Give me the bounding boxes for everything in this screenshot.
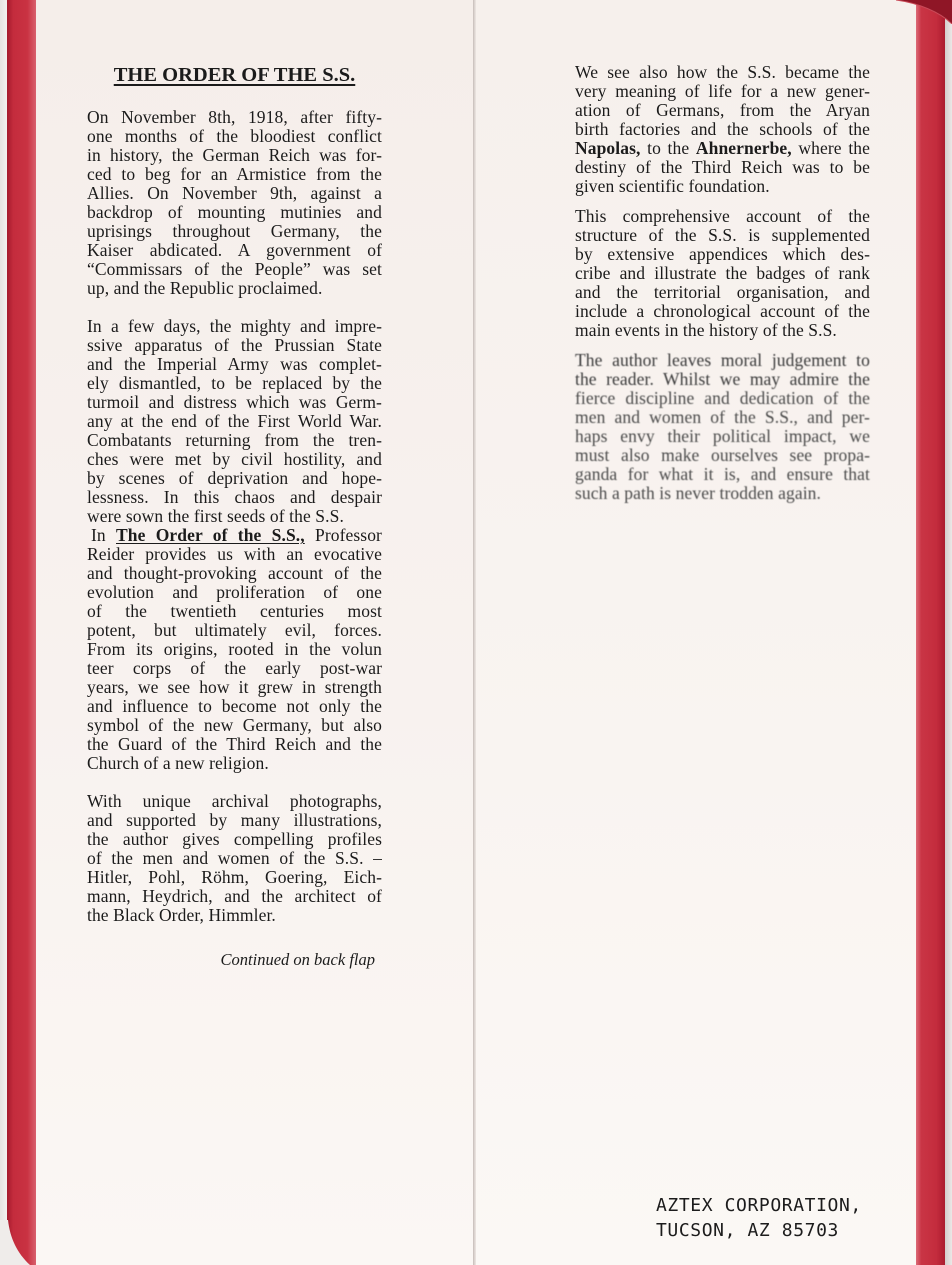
text-section <box>575 351 870 503</box>
text-line: teer corps of the early post-war <box>87 658 382 678</box>
left-red-border <box>7 0 36 1265</box>
paragraph <box>87 526 382 773</box>
text-line: the author gives compelling profiles <box>87 829 382 849</box>
text-line: mann, Heydrich, and the architect of <box>87 886 382 906</box>
text-line: must also make ourselves see propa- <box>575 445 870 465</box>
text-line: years, we see how it grew in strength <box>87 677 382 697</box>
text-line <box>87 526 382 545</box>
paragraph <box>87 317 382 526</box>
right-page-edge <box>945 0 952 1265</box>
back-flap-text <box>575 63 870 503</box>
text-line: men and women of the S.S., and per- <box>575 407 870 427</box>
text-line <box>575 139 870 158</box>
text-line: uprisings throughout Germany, the <box>87 221 382 241</box>
text-line: in history, the German Reich was for- <box>87 145 382 165</box>
text-section <box>87 317 382 773</box>
text-line: ssive apparatus of the Prussian State <box>87 335 382 355</box>
text-line: structure of the S.S. is supplemented <box>575 225 870 245</box>
emphasized-text: The Order of the S.S., <box>116 525 305 545</box>
front-flap-text <box>87 108 382 925</box>
text-line: up, and the Republic proclaimed. <box>87 278 323 298</box>
text-line: In a few days, the mighty and impre- <box>87 316 382 336</box>
text-line: Combatants returning from the tren- <box>87 430 382 450</box>
text-line: ches were met by civil hostility, and <box>87 449 382 469</box>
emphasized-text: Ahnernerbe, <box>695 138 792 158</box>
right-red-border <box>916 0 945 1265</box>
text-line: destiny of the Third Reich was to be <box>575 157 870 177</box>
text-line: backdrop of mounting mutinies and <box>87 202 382 222</box>
text-line: cribe and illustrate the badges of rank <box>575 263 870 283</box>
text-line: and thought-provoking account of the <box>87 563 382 583</box>
paragraph <box>87 108 382 298</box>
text-section <box>87 108 382 298</box>
text-line: and influence to become not only the <box>87 696 382 716</box>
text-line: and supported by many illustrations, <box>87 810 382 830</box>
text-line: include a chronological account of the <box>575 301 870 321</box>
text-line: The author leaves moral judgement to <box>575 350 870 370</box>
text-section <box>575 207 870 340</box>
flap-title: THE ORDER OF THE S.S. <box>113 64 356 86</box>
text-line: evolution and proliferation of one <box>87 582 382 602</box>
text-line: birth factories and the schools of the <box>575 119 870 139</box>
text-line: and the territorial organisation, and <box>575 282 870 302</box>
stamp-line-city: TUCSON, AZ 85703 <box>656 1220 839 1241</box>
text-line: This comprehensive account of the <box>575 206 870 226</box>
text-line: We see also how the S.S. became the <box>575 62 870 82</box>
text-line: were sown the first seeds of the S.S. <box>87 506 344 526</box>
text-line: Hitler, Pohl, Röhm, Goering, Eich- <box>87 867 382 887</box>
text-line: Reider provides us with an evocative <box>87 544 382 564</box>
address-stamp <box>656 1193 862 1243</box>
text-line: With unique archival photographs, <box>87 791 382 811</box>
continued-note: Continued on back flap <box>220 950 375 969</box>
text-line: any at the end of the First World War. <box>87 411 382 431</box>
paragraph <box>87 792 382 925</box>
text-line: and the Imperial Army was complet- <box>87 354 382 374</box>
text-section <box>575 63 870 196</box>
text-line: very meaning of life for a new gener- <box>575 81 870 101</box>
text-line: of the men and women of the S.S. – <box>87 848 382 868</box>
text-line: ganda for what it is, and ensure that <box>575 464 870 484</box>
paragraph <box>575 63 870 196</box>
text-line: the reader. Whilst we may admire the <box>575 369 870 389</box>
text-line: Allies. On November 9th, against a <box>87 183 382 203</box>
text-line: the Guard of the Third Reich and the <box>87 734 382 754</box>
text-line: main events in the history of the S.S. <box>575 320 837 340</box>
text-line: From its origins, rooted in the volun <box>87 639 382 659</box>
bottom-left-corner-wear <box>0 1220 40 1265</box>
stamp-line-company: AZTEX CORPORATION, <box>656 1195 862 1216</box>
text-run: to the <box>640 138 696 158</box>
text-line: fierce discipline and dedication of the <box>575 388 870 408</box>
text-line: Kaiser abdicated. A government of <box>87 240 382 260</box>
paragraph <box>575 351 870 503</box>
text-section <box>87 792 382 925</box>
text-line: the Black Order, Himmler. <box>87 905 276 925</box>
text-run: In <box>91 525 117 545</box>
text-line: of the twentieth centuries most <box>87 601 382 621</box>
text-line: potent, but ultimately evil, forces. <box>87 620 382 640</box>
text-line: given scientific foundation. <box>575 176 770 196</box>
text-line: turmoil and distress which was Germ- <box>87 392 382 412</box>
text-line: symbol of the new Germany, but also <box>87 715 382 735</box>
text-line: ced to beg for an Armistice from the <box>87 164 382 184</box>
text-line: haps envy their political impact, we <box>575 426 870 446</box>
text-line: ation of Germans, from the Aryan <box>575 100 870 120</box>
emphasized-text: Napolas, <box>575 138 641 158</box>
text-line: ely dismantled, to be replaced by the <box>87 373 382 393</box>
corner-wear-shape <box>0 1220 30 1265</box>
text-line: by extensive appendices which des- <box>575 244 870 264</box>
text-line: On November 8th, 1918, after fifty- <box>87 107 382 127</box>
corner-fold-shape <box>896 0 952 24</box>
text-line: by scenes of deprivation and hope- <box>87 468 382 488</box>
text-line: lessness. In this chaos and despair <box>87 487 382 507</box>
top-right-corner-fold <box>896 0 952 24</box>
text-line: such a path is never trodden again. <box>575 483 821 503</box>
text-line: one months of the bloodiest conflict <box>87 126 382 146</box>
text-run: Professor <box>304 525 382 545</box>
text-run: where the <box>791 138 870 158</box>
paragraph <box>575 207 870 340</box>
text-line: “Commissars of the People” was set <box>87 259 382 279</box>
text-line: Church of a new religion. <box>87 753 269 773</box>
